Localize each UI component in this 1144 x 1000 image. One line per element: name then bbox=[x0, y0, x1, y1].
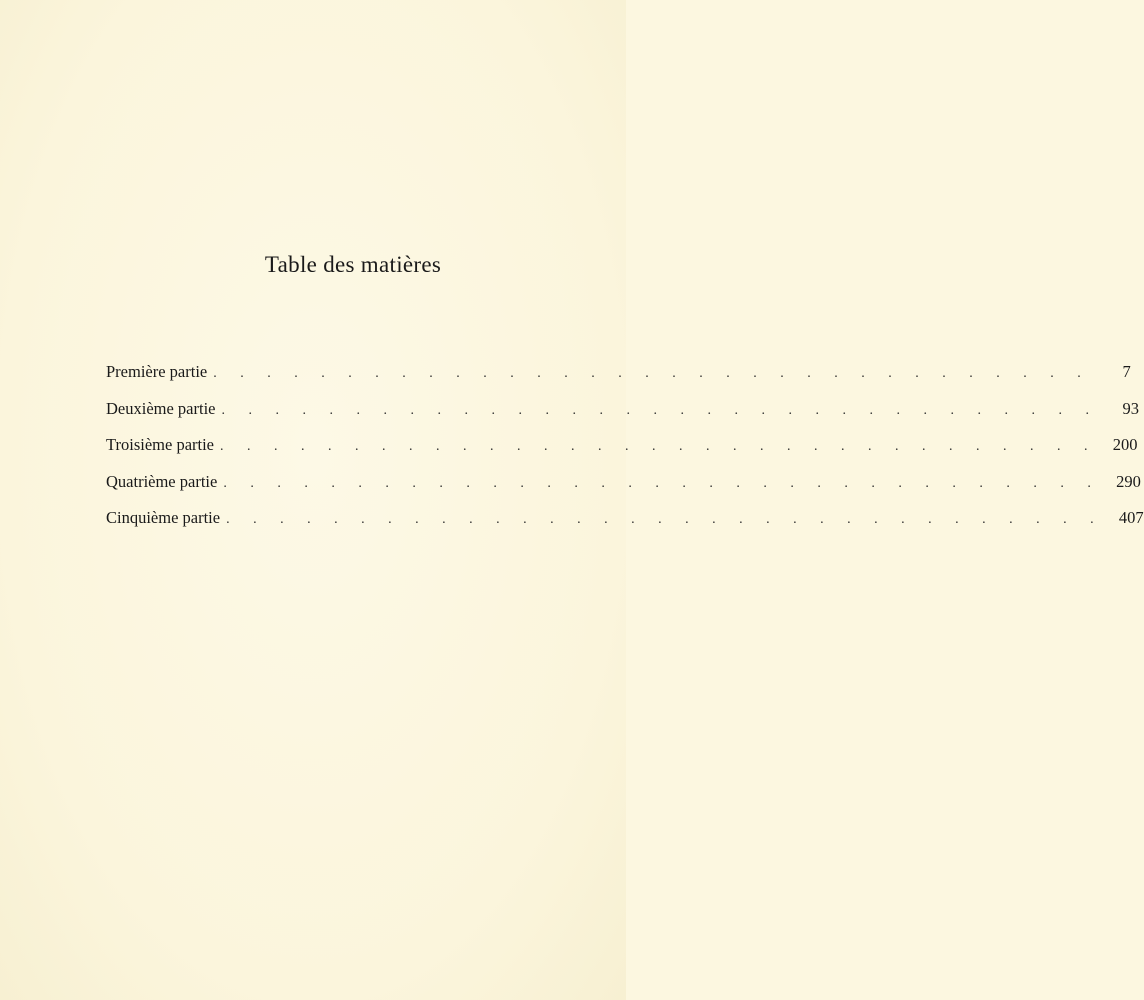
toc-entry-label: Cinquième partie bbox=[106, 508, 221, 527]
dot-leader: . . . . . . . . . . . . . . . . . . . . . . . . . . . . . . . . . bbox=[220, 439, 1098, 454]
dot-leader: . . . . . . . . . . . . . . . . . . . . . . . . . . . . . . . . . bbox=[213, 366, 1091, 381]
toc-entry-page: 7 bbox=[1122, 362, 1131, 381]
toc-entry-label: Deuxième partie bbox=[106, 398, 216, 418]
toc-entry-label: Première partie bbox=[106, 362, 208, 381]
table-of-contents bbox=[106, 362, 1144, 545]
page-title: Table des matières bbox=[264, 252, 442, 277]
toc-entry bbox=[106, 362, 1131, 399]
toc-entry-page: 407 bbox=[1118, 508, 1144, 527]
toc-entry bbox=[106, 435, 1138, 472]
toc-entry-label: Quatrième partie bbox=[106, 471, 218, 491]
dot-leader: . . . . . . . . . . . . . . . . . . . . . . . . . . . . . . . . . bbox=[223, 475, 1101, 491]
dot-leader: . . . . . . . . . . . . . . . . . . . . . . . . . . . . . . . . . bbox=[221, 402, 1099, 418]
toc-entry-page: 290 bbox=[1116, 471, 1141, 491]
toc-entry-page: 200 bbox=[1112, 435, 1138, 454]
toc-entry bbox=[106, 508, 1144, 545]
toc-entry bbox=[106, 398, 1139, 436]
toc-entry-label: Troisième partie bbox=[106, 435, 214, 454]
dot-leader: . . . . . . . . . . . . . . . . . . . . . . . . . . . . . . . . . bbox=[226, 512, 1104, 527]
toc-entry bbox=[106, 471, 1141, 509]
toc-entry-page: 93 bbox=[1122, 398, 1139, 418]
